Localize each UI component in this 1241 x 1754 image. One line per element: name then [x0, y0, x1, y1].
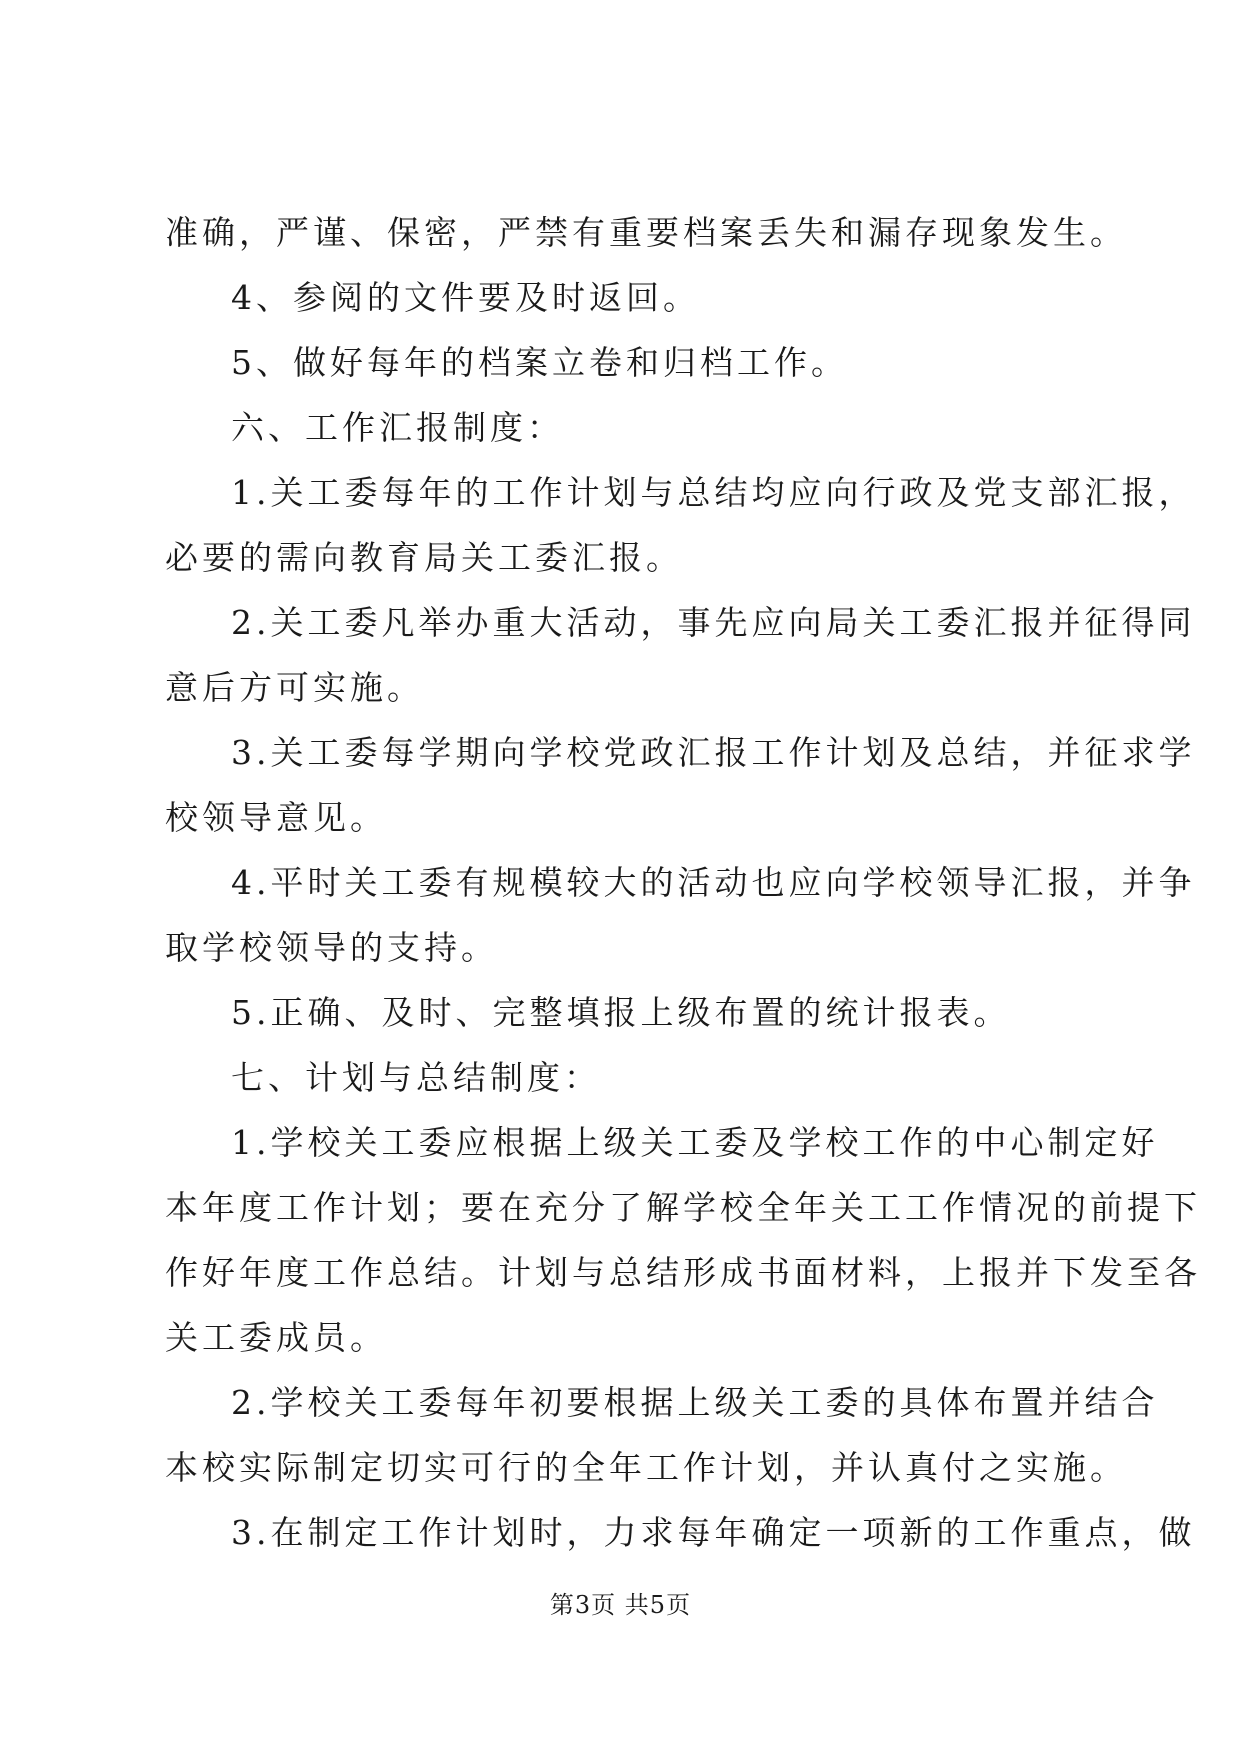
document-body: [165, 200, 1201, 1565]
paragraph-line: 准确，严谨、保密，严禁有重要档案丢失和漏存现象发生。: [165, 213, 1127, 252]
section-heading: 六、工作汇报制度：: [231, 408, 564, 447]
paragraph-line: 意后方可实施。: [165, 668, 424, 707]
paragraph-line: 4、参阅的文件要及时返回。: [231, 278, 700, 317]
paragraph-line: 关工委成员。: [165, 1318, 387, 1357]
paragraph-line: 3.关工委每学期向学校党政汇报工作计划及总结，并征求学: [231, 733, 1196, 772]
paragraph-line: 2.学校关工委每年初要根据上级关工委的具体布置并结合: [231, 1383, 1159, 1422]
paragraph-line: 1.关工委每年的工作计划与总结均应向行政及党支部汇报，: [231, 473, 1196, 512]
paragraph-line: 5、做好每年的档案立卷和归档工作。: [231, 343, 848, 382]
paragraph-line: 3.在制定工作计划时，力求每年确定一项新的工作重点，做: [231, 1513, 1196, 1552]
paragraph-line: 1.学校关工委应根据上级关工委及学校工作的中心制定好: [231, 1123, 1159, 1162]
paragraph-line: 本校实际制定切实可行的全年工作计划，并认真付之实施。: [165, 1448, 1127, 1487]
page-number-footer: 第3页 共5页: [549, 1591, 692, 1619]
paragraph-line: 2.关工委凡举办重大活动，事先应向局关工委汇报并征得同: [231, 603, 1196, 642]
paragraph-line: 必要的需向教育局关工委汇报。: [165, 538, 683, 577]
paragraph-line: 本年度工作计划；要在充分了解学校全年关工工作情况的前提下: [165, 1188, 1201, 1227]
paragraph-line: 4.平时关工委有规模较大的活动也应向学校领导汇报，并争: [231, 863, 1196, 902]
paragraph-line: 5.正确、及时、完整填报上级布置的统计报表。: [231, 993, 1011, 1032]
paragraph-line: 作好年度工作总结。计划与总结形成书面材料，上报并下发至各: [165, 1253, 1201, 1292]
paragraph-line: 校领导意见。: [165, 798, 387, 837]
section-heading: 七、计划与总结制度：: [231, 1058, 601, 1097]
paragraph-line: 取学校领导的支持。: [165, 928, 498, 967]
